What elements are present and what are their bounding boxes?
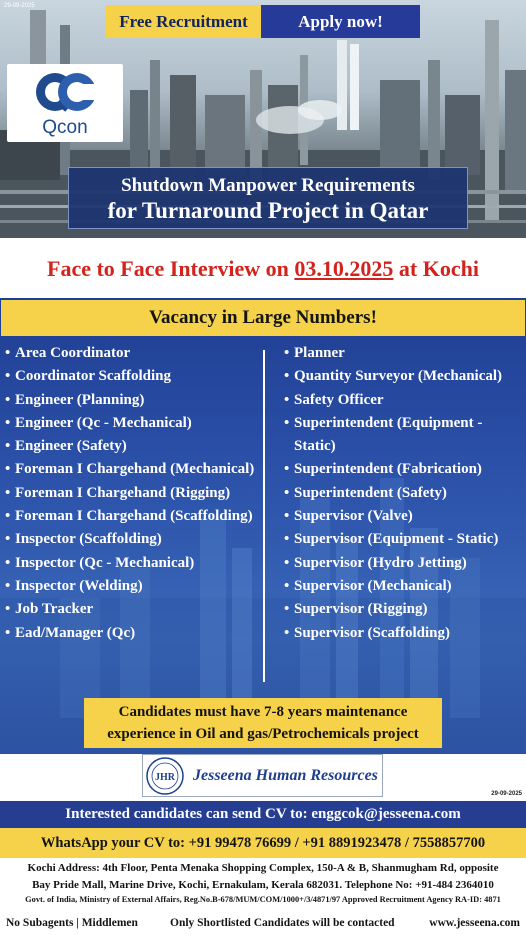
list-item: • Supervisor (Valve) (284, 505, 524, 528)
date-top-left: 29-09-2025 (4, 3, 35, 9)
list-item: • Supervisor (Hydro Jetting) (284, 552, 524, 575)
title-line-1: Shutdown Manpower Requirements (121, 175, 415, 196)
list-item: • Planner (284, 342, 524, 365)
interview-banner (0, 240, 526, 298)
list-item: • Supervisor (Rigging) (284, 598, 524, 621)
list-item: • Job Tracker (5, 598, 257, 621)
vacancy-list-right (284, 342, 524, 645)
list-item: • Quantity Surveyor (Mechanical) (284, 365, 524, 388)
interview-prefix: Face to Face Interview on (47, 256, 295, 281)
interview-text (47, 256, 479, 282)
title-line-2: for Turnaround Project in Qatar (107, 198, 429, 223)
seal-text: JHR (155, 771, 175, 783)
list-item: • Inspector (Qc - Mechanical) (5, 552, 257, 575)
date-bottom-right: 29-09-2025 (491, 791, 522, 797)
vacancy-section (0, 298, 526, 754)
free-recruitment-label: Free Recruitment (106, 5, 261, 38)
experience-requirement (84, 698, 442, 748)
apply-now-button[interactable]: Apply now! (261, 5, 420, 38)
list-item: • Engineer (Planning) (5, 389, 257, 412)
qcon-logo-icon (33, 70, 97, 116)
list-item: • Ead/Manager (Qc) (5, 622, 257, 645)
list-item: • Supervisor (Scaffolding) (284, 622, 524, 645)
list-item: • Engineer (Qc - Mechanical) (5, 412, 257, 435)
government-registration: Govt. of India, Ministry of External Affairs, Reg.No.B-678/MUM/COM/1000+/3/4871/97 Approved Recruitment Agency RA-ID: 4871 (25, 895, 501, 904)
footer-shortlisted-note: Only Shortlisted Candidates will be contacted (170, 917, 395, 929)
qcon-logo-text: Qcon (42, 117, 88, 138)
address-line-2: Bay Pride Mall, Marine Drive, Kochi, Ernakulam, Kerala 682031. Telephone No: +91-484 2364010 (32, 879, 494, 891)
list-item: • Foreman I Chargehand (Scaffolding) (5, 505, 257, 528)
vacancy-heading: Vacancy in Large Numbers! (1, 300, 525, 336)
cv-email-bar[interactable]: Interested candidates can send CV to: enggcok@jesseena.com (0, 801, 526, 828)
requirement-line-1: Candidates must have 7-8 years maintenance (118, 704, 408, 720)
footer (0, 915, 526, 935)
list-item: • Supervisor (Mechanical) (284, 575, 524, 598)
agency-name: Jesseena Human Resources (193, 766, 378, 784)
qcon-logo (7, 64, 123, 142)
list-item: • Safety Officer (284, 389, 524, 412)
interview-date: 03.10.2025 (294, 256, 394, 281)
interview-location: at Kochi (393, 256, 479, 281)
list-item: • Inspector (Scaffolding) (5, 528, 257, 551)
list-item: • Engineer (Safety) (5, 435, 257, 458)
list-item: • Superintendent (Equipment - Static) (284, 412, 524, 459)
list-item: • Foreman I Chargehand (Mechanical) (5, 458, 257, 481)
agency-logo-box (142, 754, 383, 797)
hero-banner (0, 0, 526, 238)
project-title (68, 167, 468, 229)
list-item: • Coordinator Scaffolding (5, 365, 257, 388)
jesseena-seal-icon (145, 756, 185, 796)
office-address (0, 859, 526, 894)
list-item: • Supervisor (Equipment - Static) (284, 528, 524, 551)
footer-no-subagents: No Subagents | Middlemen (6, 917, 138, 929)
requirement-line-2: experience in Oil and gas/Petrochemicals project (107, 726, 419, 742)
list-item: • Superintendent (Fabrication) (284, 458, 524, 481)
address-line-1: Kochi Address: 4th Floor, Penta Menaka Shopping Complex, 150-A & B, Shanmugham Rd, opposite (27, 862, 499, 874)
whatsapp-bar[interactable]: WhatsApp your CV to: +91 99478 76699 / +91 8891923478 / 7558857700 (0, 828, 526, 858)
footer-website-link[interactable]: www.jesseena.com (429, 917, 520, 929)
column-divider (263, 350, 265, 682)
list-item: • Area Coordinator (5, 342, 257, 365)
vacancy-list-left (5, 342, 257, 645)
agency-section (0, 754, 526, 800)
list-item: • Foreman I Chargehand (Rigging) (5, 482, 257, 505)
list-item: • Inspector (Welding) (5, 575, 257, 598)
list-item: • Superintendent (Safety) (284, 482, 524, 505)
